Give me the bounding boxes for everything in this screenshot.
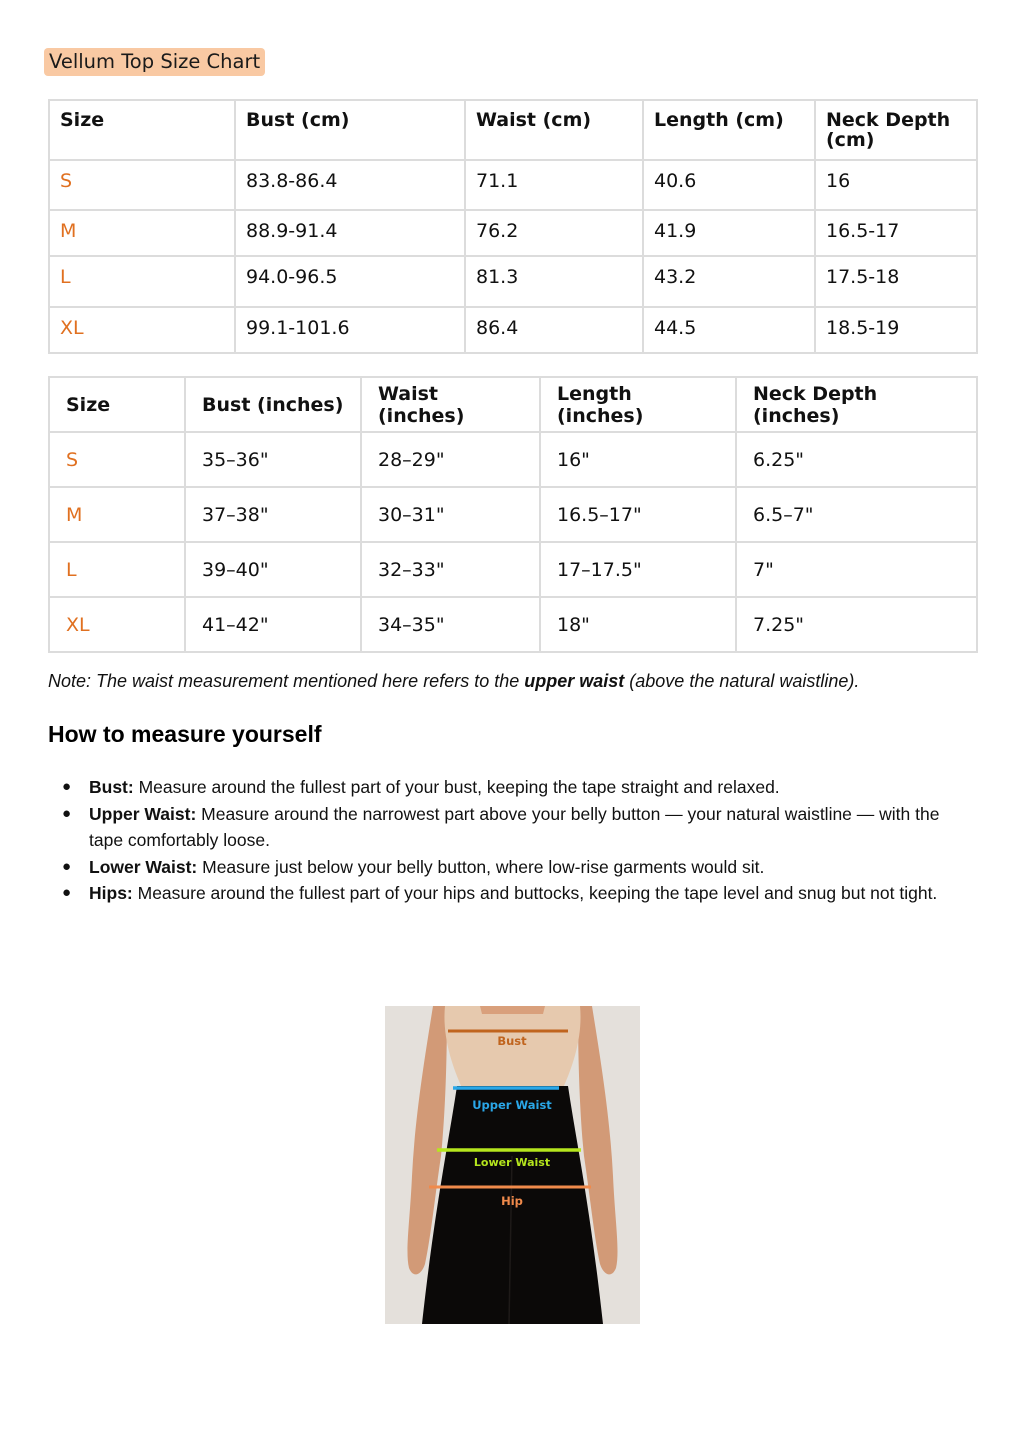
- size-label: S: [49, 432, 185, 487]
- measurement-figure: [385, 1006, 640, 1324]
- size-table-inches: [48, 376, 978, 653]
- header-neck-depth: Neck Depth (inches): [736, 377, 977, 432]
- bullet-icon: ●: [62, 804, 72, 822]
- item-term: Hips:: [89, 883, 133, 903]
- how-to-measure-heading: How to measure yourself: [48, 721, 322, 747]
- header-length: Length (cm): [643, 100, 815, 160]
- bust-value: 35–36": [185, 432, 361, 487]
- waist-value: 32–33": [361, 542, 540, 597]
- note-suffix: (above the natural waistline).: [624, 671, 860, 691]
- neck-depth-value: 16.5-17: [815, 210, 977, 256]
- page-title: Vellum Top Size Chart: [44, 48, 265, 76]
- neck-depth-value: 7": [736, 542, 977, 597]
- note-prefix: Note: The waist measurement mentioned here refers to the: [48, 671, 525, 691]
- item-text: Measure around the narrowest part above your belly button — your natural waistline — with the tape comfortably loose.: [89, 803, 940, 850]
- size-label: S: [49, 160, 235, 210]
- table-header-row: [49, 100, 977, 160]
- item-text: Measure around the fullest part of your bust, keeping the tape straight and relaxed.: [133, 777, 780, 797]
- bust-value: 41–42": [185, 597, 361, 652]
- bust-value: 37–38": [185, 487, 361, 542]
- neck-depth-value: 6.25": [736, 432, 977, 487]
- neck-depth-value: 18.5-19: [815, 307, 977, 353]
- neck-depth-value: 17.5-18: [815, 256, 977, 307]
- item-term: Upper Waist:: [89, 803, 197, 824]
- item-text: Measure around the fullest part of your hips and buttocks, keeping the tape level and snug but not tight.: [132, 883, 938, 903]
- table-row: [49, 432, 977, 487]
- waist-value: 71.1: [465, 160, 643, 210]
- table-row: [49, 542, 977, 597]
- neck-depth-value: 16: [815, 160, 977, 210]
- upper-waist-label: Upper Waist: [472, 1098, 552, 1112]
- size-label: L: [49, 256, 235, 307]
- table-row: [49, 307, 977, 353]
- list-item: [48, 774, 968, 801]
- bust-value: 39–40": [185, 542, 361, 597]
- neck-depth-value: 7.25": [736, 597, 977, 652]
- length-value: 16.5–17": [540, 487, 736, 542]
- bust-value: 99.1-101.6: [235, 307, 465, 353]
- table-row: [49, 210, 977, 256]
- list-item: [48, 880, 968, 907]
- hip-label: Hip: [501, 1194, 523, 1208]
- waist-value: 34–35": [361, 597, 540, 652]
- bust-label: Bust: [497, 1034, 527, 1048]
- measurement-instructions-list: [48, 774, 968, 907]
- size-table-cm: [48, 99, 978, 354]
- table-row: [49, 597, 977, 652]
- length-value: 40.6: [643, 160, 815, 210]
- note-emphasis: upper waist: [524, 671, 625, 691]
- header-neck-depth: Neck Depth (cm): [815, 100, 977, 160]
- table-row: [49, 256, 977, 307]
- size-label: M: [49, 487, 185, 542]
- size-label: M: [49, 210, 235, 256]
- list-item: [48, 801, 968, 854]
- size-label: XL: [49, 307, 235, 353]
- length-value: 44.5: [643, 307, 815, 353]
- bust-value: 94.0-96.5: [235, 256, 465, 307]
- bust-value: 88.9-91.4: [235, 210, 465, 256]
- item-text: Measure just below your belly button, where low-rise garments would sit.: [197, 856, 765, 877]
- header-bust: Bust (inches): [185, 377, 361, 432]
- waist-value: 28–29": [361, 432, 540, 487]
- waist-note: [48, 671, 859, 692]
- waist-value: 81.3: [465, 256, 643, 307]
- waist-value: 76.2: [465, 210, 643, 256]
- length-value: 43.2: [643, 256, 815, 307]
- header-waist: Waist (inches): [361, 377, 540, 432]
- shoulder-skin-shape: [480, 1006, 545, 1014]
- item-term: Bust:: [89, 777, 134, 797]
- lower-waist-label: Lower Waist: [473, 1156, 551, 1169]
- length-value: 41.9: [643, 210, 815, 256]
- header-length: Length (inches): [540, 377, 736, 432]
- bullet-icon: ●: [62, 884, 72, 901]
- bullet-icon: ●: [62, 778, 72, 795]
- length-value: 17–17.5": [540, 542, 736, 597]
- waist-value: 30–31": [361, 487, 540, 542]
- waist-value: 86.4: [465, 307, 643, 353]
- size-label: XL: [49, 597, 185, 652]
- header-size: Size: [49, 377, 185, 432]
- header-waist: Waist (cm): [465, 100, 643, 160]
- list-item: [48, 854, 968, 881]
- neck-depth-value: 6.5–7": [736, 487, 977, 542]
- item-term: Lower Waist:: [89, 856, 198, 877]
- header-size: Size: [49, 100, 235, 160]
- length-value: 18": [540, 597, 736, 652]
- table-row: [49, 160, 977, 210]
- header-bust: Bust (cm): [235, 100, 465, 160]
- table-row: [49, 487, 977, 542]
- bullet-icon: ●: [62, 857, 72, 875]
- bust-value: 83.8-86.4: [235, 160, 465, 210]
- length-value: 16": [540, 432, 736, 487]
- table-header-row: [49, 377, 977, 432]
- size-label: L: [49, 542, 185, 597]
